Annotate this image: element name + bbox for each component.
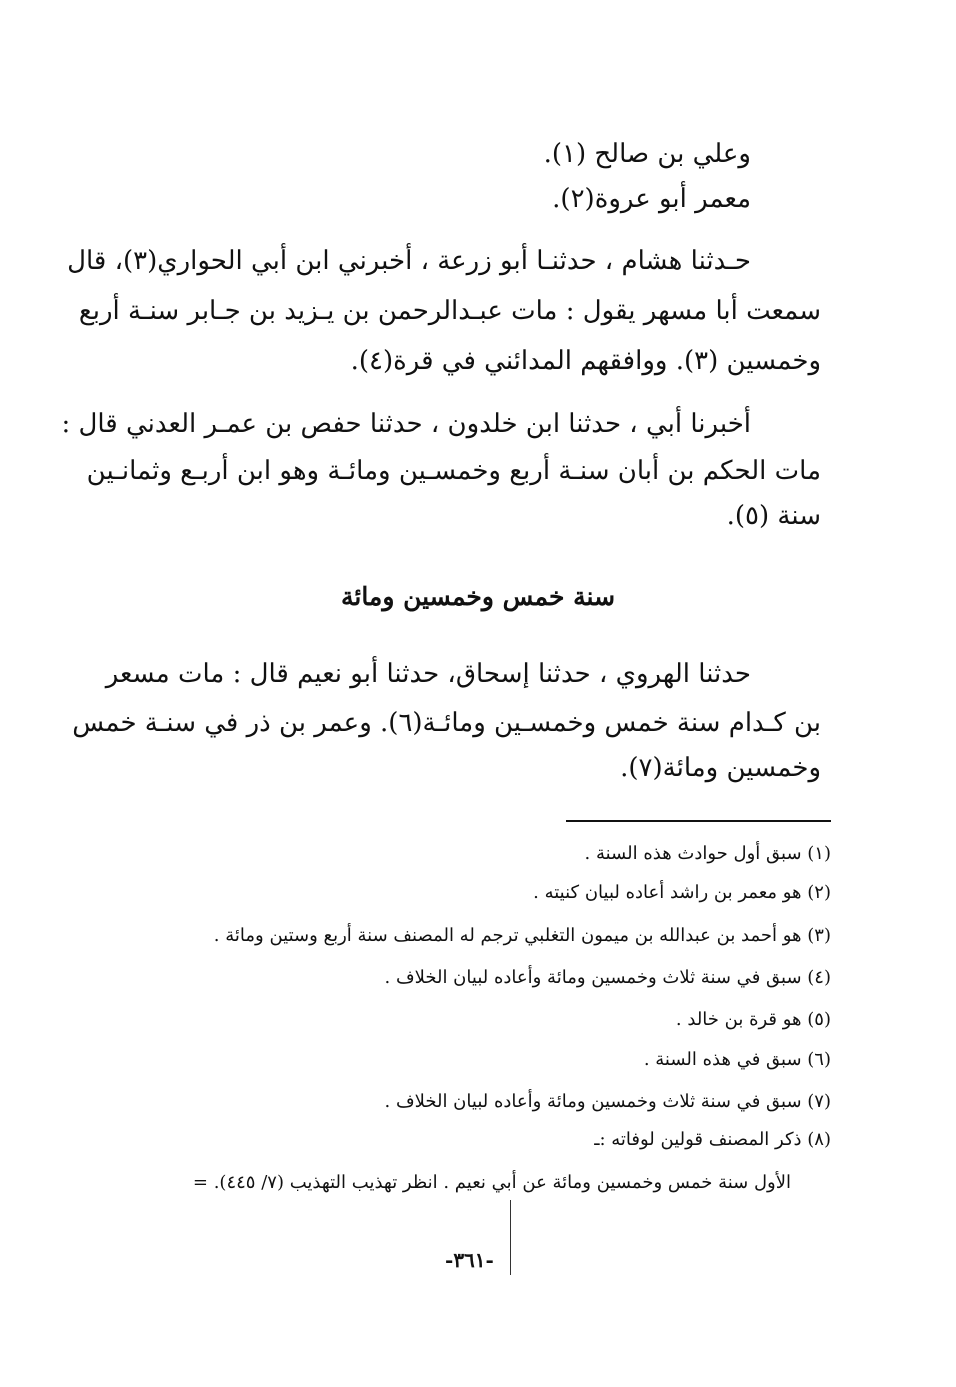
page-number: -٣٦١- <box>445 1248 494 1272</box>
paragraph-3-line-2: بن كـدام سنة خمس وخمسـين ومائـة(٦). وعمر بن ذر في سنـة خمس <box>72 708 821 738</box>
paragraph-2-line-1: أخبرنا أبي ، حدثنا ابن خلدون ، حدثنا حفص بن عمـر العدني قال : <box>61 409 751 439</box>
paragraph-3-line-1: حدثنا الهروي ، حدثنا إسحاق، حدثنا أبو نعيم قال : مات مسعر <box>105 659 751 689</box>
footnote-3: (٣) هو أحمد بن عبدالله بن ميمون التغلبي ترجم له المصنف سنة أربع وستين ومائة . <box>213 925 831 946</box>
paragraph-2-line-2: مات الحكم بن أبان سنـة أربع وخمسـين ومائـة وهو ابن أربـع وثمانـين <box>86 456 821 486</box>
section-heading: سنة خمس وخمسين ومائة <box>340 582 616 611</box>
footnote-4: (٤) سبق في سنة ثلاث وخمسين ومائة وأعاده لبيان الخلاف . <box>384 967 831 988</box>
paragraph-3-line-3: وخمسين ومائة(٧). <box>620 753 821 783</box>
footnote-8-continuation: الأول سنة خمس وخمسين ومائة عن أبي نعيم . انظر تهذيب التهذيب (٧/ ٤٤٥). = <box>192 1172 791 1193</box>
paragraph-1-line-3: وخمسين (٣). ووافقهم المدائني في قرة(٤). <box>350 346 821 376</box>
scan-mark <box>510 1200 511 1275</box>
paragraph-1-line-2: سمعت أبا مسهر يقول : مات عبـدالرحمن بن يـزيد بن جـابر سنـة أربع <box>78 296 821 326</box>
footnote-1: (١) سبق أول حوادث هذه السنة . <box>584 843 831 864</box>
footnote-7: (٧) سبق في سنة ثلاث وخمسين ومائة وأعاده لبيان الخلاف . <box>384 1091 831 1112</box>
intro-line-2: معمر أبو عروة(٢). <box>552 184 751 214</box>
intro-line-1: وعلي بن صالح (١). <box>543 139 751 169</box>
footnote-8: (٨) ذكر المصنف قولين لوفاته :ـ <box>594 1129 831 1150</box>
footnote-5: (٥) هو قرة بن خالد . <box>675 1009 831 1030</box>
paragraph-2-line-3: سنة (٥). <box>726 501 821 531</box>
footnote-6: (٦) سبق في هذه السنة . <box>643 1049 831 1070</box>
paragraph-1-line-1: حـدثنا هشام ، حدثنـا أبو زرعة ، أخبرني ابن أبي الحواري(٣)، قال <box>67 246 751 276</box>
footnote-2: (٢) هو معمر بن راشد أعاده لبيان كنيته . <box>533 882 831 903</box>
footnote-separator <box>566 820 831 822</box>
